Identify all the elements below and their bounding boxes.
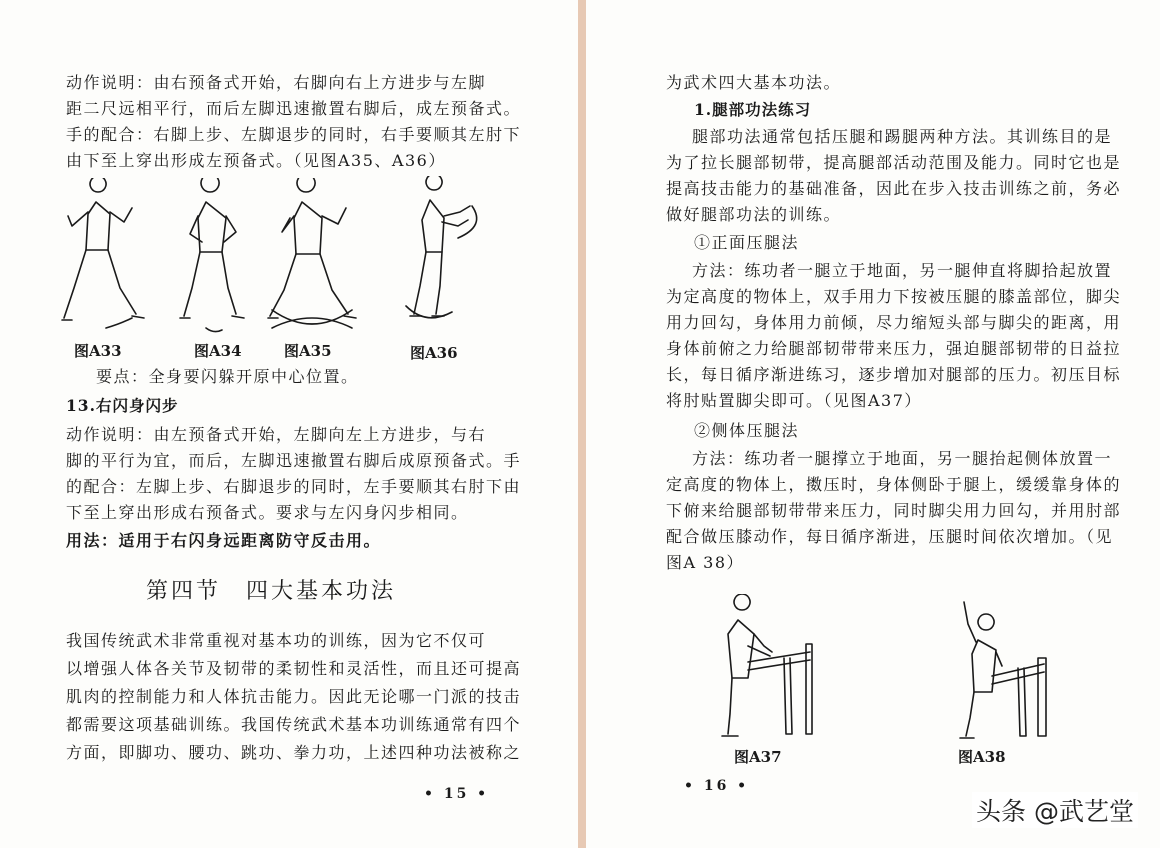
right-intro: 为武术四大基本功法。 <box>666 73 842 92</box>
right-para2-line1: 方法：练功者一腿立于地面，另一腿伸直将脚拾起放置 <box>692 261 1113 280</box>
right-para3-line4: 配合做压膝动作，每日循序渐进，压腿时间依次增加。（见 <box>666 527 1114 546</box>
right-para1-line1: 腿部功法通常包括压腿和踢腿两种方法。其训练目的是 <box>692 127 1113 146</box>
watermark: 头条 @武艺堂 <box>972 792 1138 828</box>
figure-a33-illustration <box>58 178 148 336</box>
heading-13: 13.右闪身闪步 <box>66 396 179 415</box>
figure-a33-label: 图A33 <box>74 342 122 360</box>
figure-a37-label: 图A37 <box>734 748 782 766</box>
left-para1-line3: 手的配合：右脚上步、左脚退步的同时，右手要顺其左肘下 <box>66 125 522 144</box>
left-para2-line1: 动作说明：由左预备式开始，左脚向左上方进步，与右 <box>66 425 487 444</box>
figure-a36-illustration <box>396 176 496 326</box>
left-para2-line4: 下至上穿出形成右预备式。要求与左闪身闪步相同。 <box>66 503 469 522</box>
right-para1-line2: 为了拉长腿部韧带，提高腿部活动范围及能力。同时它也是 <box>666 153 1122 172</box>
right-para2-line6: 将肘贴置脚尖即可。（见图A37） <box>666 391 922 410</box>
left-para2-line3: 的配合：左脚上步、右脚退步的同时，左手要顺其右肘下由 <box>66 477 522 496</box>
left-para3-line1: 我国传统武术非常重视对基本功的训练，因为它不仅可 <box>66 631 487 650</box>
figure-a35-label: 图A35 <box>284 342 332 360</box>
figure-a35-illustration <box>262 178 362 338</box>
left-para1-line1: 动作说明：由右预备式开始，右脚向右上方进步与左脚 <box>66 73 487 92</box>
right-para3-line5: 图A 38） <box>666 553 745 572</box>
right-para1-line4: 做好腿部功法的训练。 <box>666 205 842 224</box>
left-para2-line2: 脚的平行为宜，而后，左脚迅速撤置右脚后成原预备式。手 <box>66 451 522 470</box>
left-page <box>0 0 578 848</box>
left-para3-line3: 肌肉的控制能力和人体抗击能力。因此无论哪一门派的技击 <box>66 687 522 706</box>
right-para3-line1: 方法：练功者一腿撑立于地面，另一腿抬起侧体放置一 <box>692 449 1113 468</box>
right-para3-line3: 下俯来给腿部韧带带来压力，同时脚尖用力回勾，并用肘部 <box>666 501 1122 520</box>
heading-1: 1.腿部功法练习 <box>694 100 812 119</box>
figure-a38-label: 图A38 <box>958 748 1006 766</box>
right-para2-line5: 长，每日循序渐进练习，逐步增加对腿部的压力。初压目标 <box>666 365 1122 384</box>
right-para3-line2: 定高度的物体上，擞压时，身体侧卧于腿上，缓缓靠身体的 <box>666 475 1122 494</box>
figure-a37-illustration <box>714 594 834 742</box>
right-para2-line4: 身体前俯之力给腿部韧带带来压力，强迫腿部韧带的日益拉 <box>666 339 1122 358</box>
figure-a34-label: 图A34 <box>194 342 242 360</box>
left-usage: 用法：适用于右闪身远距离防守反击用。 <box>66 531 382 550</box>
left-para1-line4: 由下至上穿出形成左预备式。（见图A35、A36） <box>66 151 446 170</box>
left-para1-line2: 距二尺远相平行，而后左脚迅速撤置右脚后，成左预备式。 <box>66 99 522 118</box>
right-para1-line3: 提高技击能力的基础准备，因此在步入技击训练之前，务必 <box>666 179 1122 198</box>
figure-a36-label: 图A36 <box>410 344 458 362</box>
left-para3-line4: 都需要这项基础训练。我国传统武术基本功训练通常有四个 <box>66 715 522 734</box>
right-para2-line3: 用力回勾，身体用力前倾，尽力缩短头部与脚尖的距离，用 <box>666 313 1122 332</box>
right-page-number: • 16 • <box>684 778 750 794</box>
sub-heading-2: ②侧体压腿法 <box>694 421 800 440</box>
right-para2-line2: 为定高度的物体上，双手用力下按被压腿的膝盖部位，脚尖 <box>666 287 1122 306</box>
figure-a38-illustration <box>948 594 1058 744</box>
left-para3-line2: 以增强人体各关节及韧带的柔韧性和灵活性，而且还可提高 <box>66 659 522 678</box>
sub-heading-1: ①正面压腿法 <box>694 233 800 252</box>
figure-a34-illustration <box>176 178 256 338</box>
right-page <box>586 0 1160 848</box>
left-keypoint: 要点：全身要闪躲开原中心位置。 <box>96 367 359 386</box>
left-page-number: • 15 • <box>424 786 490 802</box>
book-spine <box>578 0 586 848</box>
left-para3-line5: 方面，即脚功、腰功、跳功、拳力功，上述四种功法被称之 <box>66 743 522 762</box>
section-title: 第四节 四大基本功法 <box>146 579 397 604</box>
